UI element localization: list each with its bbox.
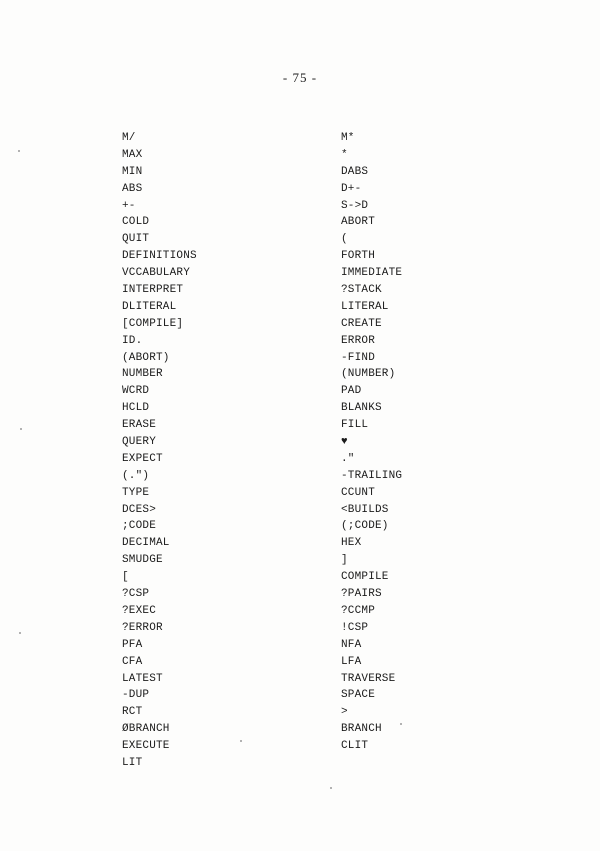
- forth-word-item: .": [341, 452, 355, 465]
- forth-word-item: SMUDGE: [122, 554, 163, 567]
- forth-word-item: DABS: [341, 165, 369, 178]
- forth-word-item: S->D: [341, 199, 369, 212]
- forth-word-item: <BUILDS: [341, 503, 389, 516]
- forth-word-item: HEX: [341, 537, 362, 550]
- forth-word-item: SPACE: [341, 689, 376, 702]
- forth-word-item: ABS: [122, 182, 143, 195]
- forth-word-item: D+-: [341, 182, 362, 195]
- forth-word-item: [: [122, 571, 129, 584]
- forth-word-item: BLANKS: [341, 402, 382, 415]
- forth-word-item: HCLD: [122, 402, 150, 415]
- forth-word-item: MAX: [122, 148, 143, 161]
- forth-word-item: COLD: [122, 216, 150, 229]
- forth-word-item: CREATE: [341, 317, 382, 330]
- forth-word-item: -DUP: [122, 689, 150, 702]
- forth-word-item: RCT: [122, 706, 143, 719]
- forth-word-item: ]: [341, 554, 348, 567]
- forth-word-item: QUIT: [122, 233, 150, 246]
- forth-word-item: IMMEDIATE: [341, 267, 403, 280]
- forth-word-item: LIT: [122, 756, 143, 769]
- forth-word-item: CFA: [122, 655, 143, 668]
- scan-speck: [400, 723, 402, 725]
- forth-word-item: EXECUTE: [122, 740, 170, 753]
- forth-word-item: !CSP: [341, 621, 369, 634]
- forth-word-item: EXPECT: [122, 452, 163, 465]
- forth-word-item: COMPILE: [341, 571, 389, 584]
- forth-word-item: >: [341, 706, 348, 719]
- scan-speck: [20, 428, 22, 430]
- forth-word-item: INTERPRET: [122, 284, 184, 297]
- forth-word-item: ERASE: [122, 419, 157, 432]
- forth-word-item: ?ERROR: [122, 621, 163, 634]
- forth-word-item: MIN: [122, 165, 143, 178]
- forth-word-item: (ABORT): [122, 351, 170, 364]
- forth-word-item: ?STACK: [341, 284, 382, 297]
- forth-word-item: NFA: [341, 638, 362, 651]
- forth-word-item: LFA: [341, 655, 362, 668]
- forth-word-item: M/: [122, 132, 136, 144]
- forth-word-item: (."): [122, 469, 150, 482]
- forth-word-item: -FIND: [341, 351, 376, 364]
- forth-word-item: LITERAL: [341, 300, 389, 313]
- forth-word-item: FILL: [341, 419, 369, 432]
- forth-word-item: ;CODE: [122, 520, 157, 533]
- forth-word-item: ABORT: [341, 216, 376, 229]
- forth-word-item: BRANCH: [341, 723, 382, 736]
- forth-word-item: ?EXEC: [122, 604, 157, 617]
- forth-word-item: FORTH: [341, 250, 376, 263]
- forth-word-item: DEFINITIONS: [122, 250, 197, 263]
- forth-word-item: NUMBER: [122, 368, 163, 381]
- forth-word-item: (NUMBER): [341, 368, 396, 381]
- word-list-left: [122, 130, 197, 772]
- forth-word-item: ♥: [341, 436, 348, 449]
- forth-word-item: QUERY: [122, 436, 157, 449]
- forth-word-item: PFA: [122, 638, 143, 651]
- forth-word-item: [COMPILE]: [122, 317, 184, 330]
- forth-word-item: DLITERAL: [122, 300, 177, 313]
- scan-speck: [19, 632, 21, 634]
- scan-speck: [240, 740, 242, 742]
- forth-word-item: ID.: [122, 334, 143, 347]
- forth-word-item: ?CCMP: [341, 604, 376, 617]
- forth-word-item: (: [341, 233, 348, 246]
- forth-word-item: +-: [122, 199, 136, 212]
- forth-word-item: -TRAILING: [341, 469, 403, 482]
- forth-word-item: *: [341, 148, 348, 161]
- scan-speck: [18, 150, 20, 152]
- forth-word-item: ERROR: [341, 334, 376, 347]
- forth-word-item: VCCABULARY: [122, 267, 191, 280]
- forth-word-item: (;CODE): [341, 520, 389, 533]
- forth-word-item: ØBRANCH: [122, 723, 170, 736]
- page-number: - 75 -: [282, 70, 318, 85]
- forth-word-item: CLIT: [341, 740, 369, 753]
- forth-word-item: WCRD: [122, 385, 150, 398]
- forth-word-item: M*: [341, 132, 355, 144]
- forth-word-item: TYPE: [122, 486, 150, 499]
- scan-speck: [330, 787, 332, 789]
- forth-word-item: DCES>: [122, 503, 157, 516]
- forth-word-item: ?CSP: [122, 588, 150, 601]
- forth-word-item: DECIMAL: [122, 537, 170, 550]
- forth-word-item: PAD: [341, 385, 362, 398]
- forth-word-item: TRAVERSE: [341, 672, 396, 685]
- forth-word-item: ?PAIRS: [341, 588, 382, 601]
- forth-word-item: LATEST: [122, 672, 163, 685]
- word-list-right: [341, 130, 402, 755]
- forth-word-item: CCUNT: [341, 486, 376, 499]
